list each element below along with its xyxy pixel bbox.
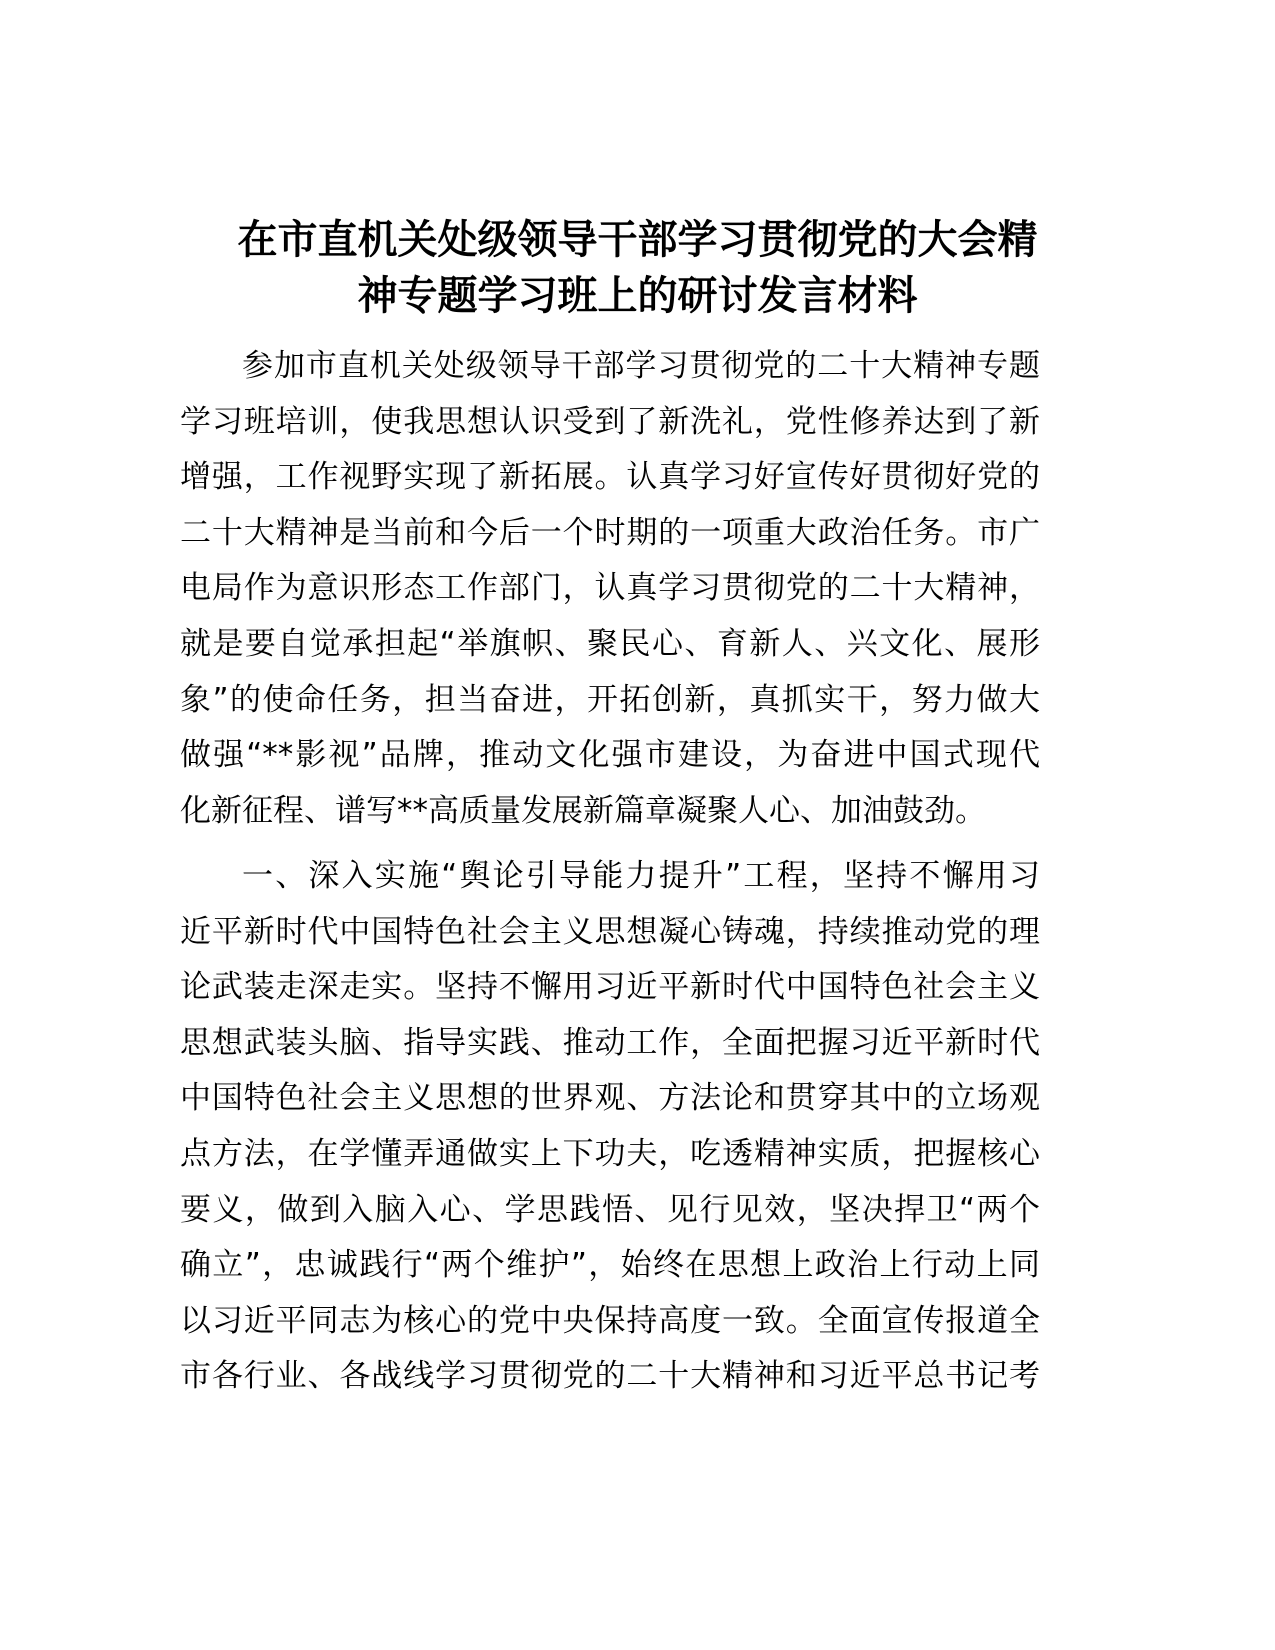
title-line: 神专题学习班上的研讨发言材料 xyxy=(357,273,918,319)
text-line: 中国特色社会主义思想的世界观、方法论和贯穿其中的立场观 xyxy=(180,1080,1040,1117)
text-line: 增强，工作视野实现了新拓展。认真学习好宣传好贯彻好党的 xyxy=(180,459,1040,496)
text-line: 参加市直机关处级领导干部学习贯彻党的二十大精神专题 xyxy=(242,348,1040,384)
text-line: 一、深入实施“舆论引导能力提升”工程，坚持不懈用习 xyxy=(242,858,1040,894)
text-line: 点方法，在学懂弄通做实上下功夫，吃透精神实质，把握核心 xyxy=(180,1135,1040,1172)
text-line: 学习班培训，使我思想认识受到了新洗礼，党性修养达到了新 xyxy=(180,403,1040,440)
text-line: 就是要自觉承担起“举旗帜、聚民心、育新人、兴文化、展形 xyxy=(180,625,1040,662)
paragraph-intro xyxy=(180,339,1040,839)
text-line: 电局作为意识形态工作部门，认真学习贯彻党的二十大精神， xyxy=(180,570,1040,607)
text-line: 思想武装头脑、指导实践、推动工作，全面把握习近平新时代 xyxy=(180,1024,1040,1061)
text-line: 近平新时代中国特色社会主义思想凝心铸魂，持续推动党的理 xyxy=(180,913,1040,950)
text-line: 市各行业、各战线学习贯彻党的二十大精神和习近平总书记考 xyxy=(180,1358,1040,1395)
paragraph-section-one xyxy=(180,849,1040,1405)
text-line: 化新征程、谱写**高质量发展新篇章凝聚人心、加油鼓劲。 xyxy=(180,792,986,829)
text-line: 二十大精神是当前和今后一个时期的一项重大政治任务。市广 xyxy=(180,514,1040,551)
text-line: 论武装走深走实。坚持不懈用习近平新时代中国特色社会主义 xyxy=(180,969,1040,1006)
document-title xyxy=(0,212,1275,324)
text-line: 以习近平同志为核心的党中央保持高度一致。全面宣传报道全 xyxy=(180,1302,1040,1339)
text-line: 要义，做到入脑入心、学思践悟、见行见效，坚决捍卫“两个 xyxy=(180,1191,1040,1228)
text-line: 确立”，忠诚践行“两个维护”，始终在思想上政治上行动上同 xyxy=(180,1247,1040,1284)
title-line: 在市直机关处级领导干部学习贯彻党的大会精 xyxy=(237,217,1038,263)
text-line: 象”的使命任务，担当奋进，开拓创新，真抓实干，努力做大 xyxy=(180,681,1040,718)
text-line: 做强“**影视”品牌，推动文化强市建设，为奋进中国式现代 xyxy=(180,737,1040,774)
